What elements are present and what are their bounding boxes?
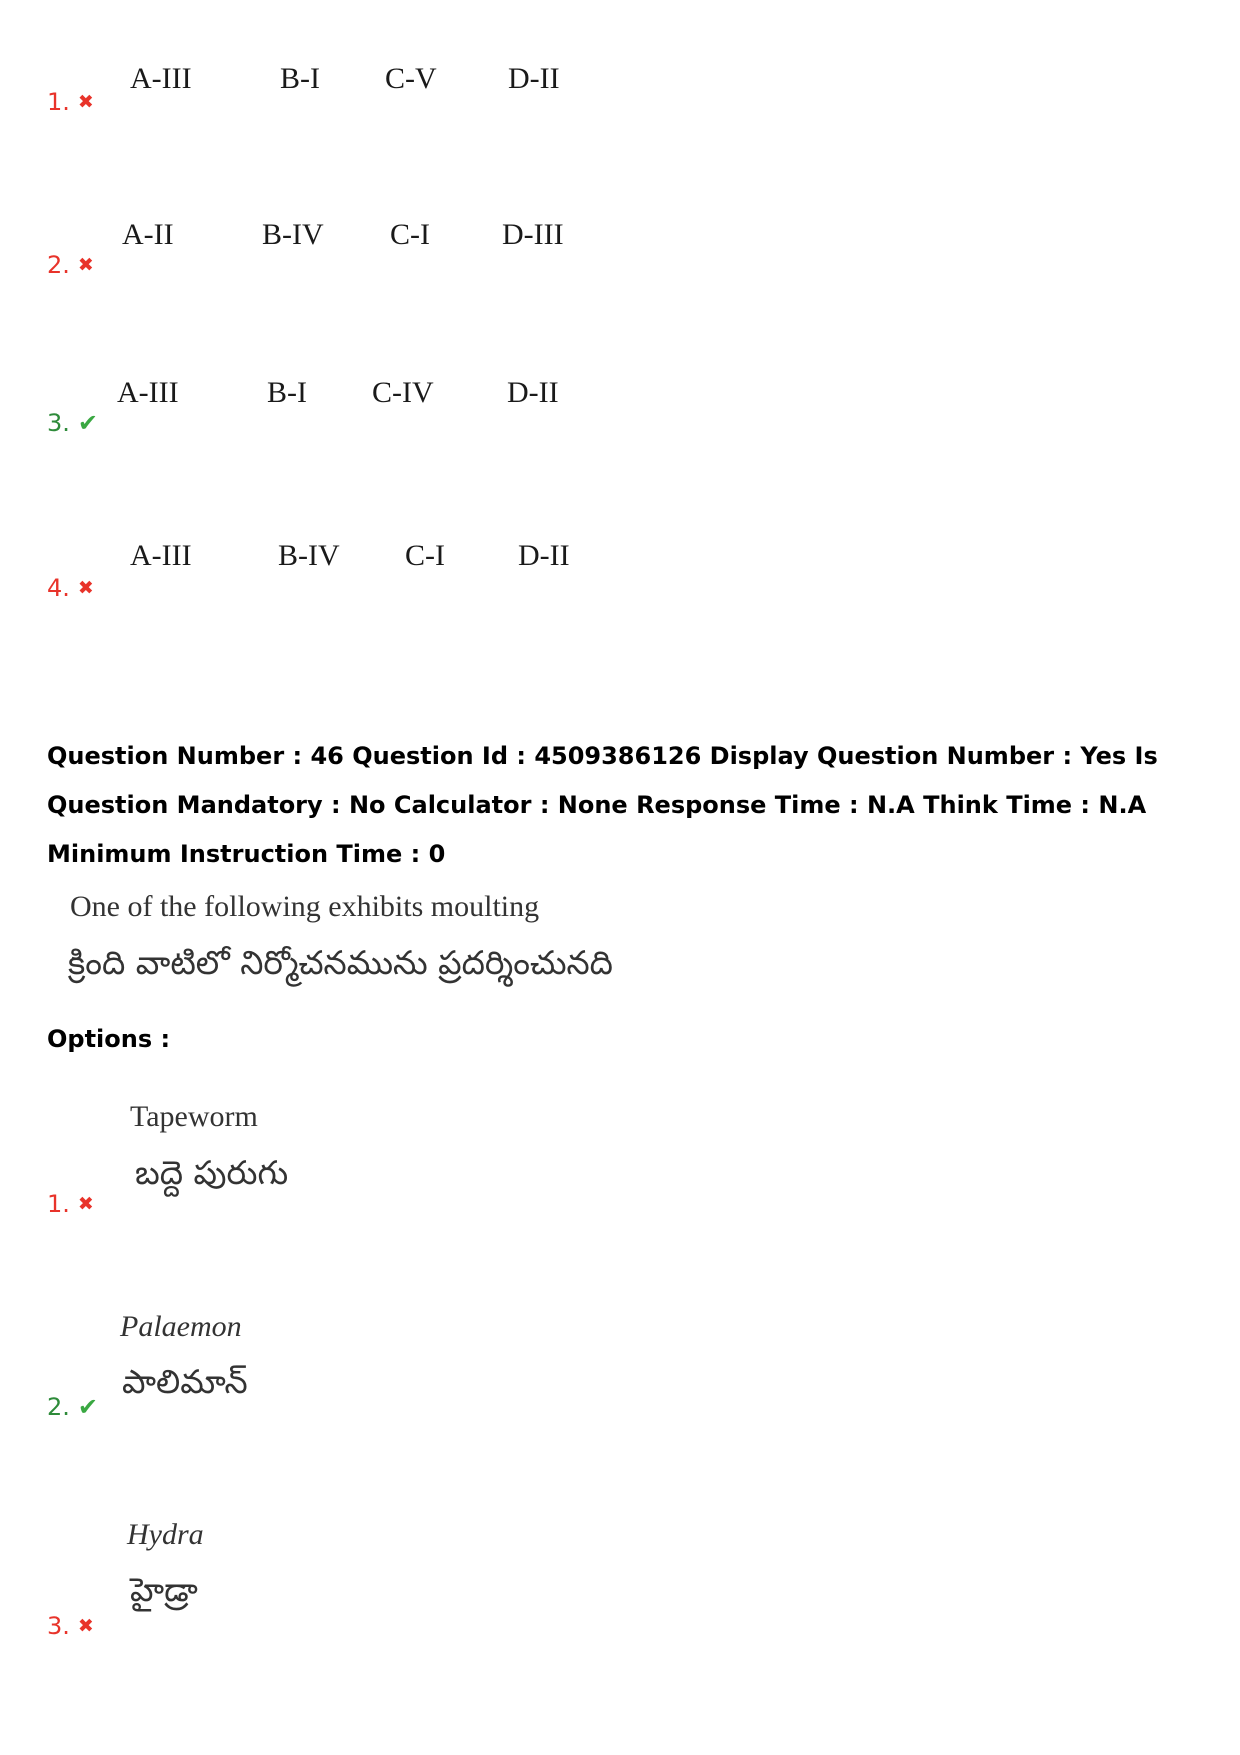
prev-option-3-pair-b: B-I [267,376,307,409]
prev-option-3-pair-a: A-III [117,376,179,409]
prev-option-4-pair-b: B-IV [278,539,340,572]
option-1-number: 1. ✖ [47,1190,94,1218]
option-3-number: 3. ✖ [47,1612,94,1640]
option-2-number: 2. ✔ [47,1393,99,1421]
cross-icon: ✖ [77,1193,94,1215]
question-meta: Question Number : 46 Question Id : 4509386126 Display Question Number : Yes Is Question Mandatory : No Calculator : None Response Time : N.A Think Time : N.A Minimum Instruction Time : 0 [47,742,1158,868]
option-2-telugu: పాలిమాన్ [122,1362,248,1401]
prev-option-1-number: 1. ✖ [47,88,94,116]
cross-icon: ✖ [77,254,94,276]
prev-option-2-pair-a: A-II [122,218,174,251]
prev-option-3-pair-c: C-IV [372,376,434,409]
question-text-english: One of the following exhibits moulting [70,890,540,923]
option-1-telugu: బద్దె పురుగు [135,1153,289,1192]
prev-option-2-pair-c: C-I [390,218,430,251]
prev-option-2-number: 2. ✖ [47,251,94,279]
prev-option-2-pair-b: B-IV [262,218,324,251]
option-2-english: Palaemon [120,1310,242,1343]
question-text-telugu: క్రింది వాటిలో నిర్మోచనమును ప్రదర్శించునది [68,943,613,982]
check-icon: ✔ [77,1393,99,1421]
prev-option-1-pair-c: C-V [385,62,437,95]
prev-option-3-pair-d: D-II [507,376,559,409]
prev-option-4-pair-c: C-I [405,539,445,572]
option-1-english: Tapeworm [130,1100,258,1133]
prev-option-4-pair-a: A-III [130,539,192,572]
prev-option-4-number: 4. ✖ [47,574,94,602]
check-icon: ✔ [77,409,99,437]
cross-icon: ✖ [77,91,94,113]
prev-option-1-pair-b: B-I [280,62,320,95]
cross-icon: ✖ [77,1615,94,1637]
prev-option-1-pair-a: A-III [130,62,192,95]
options-label: Options : [47,1025,171,1053]
prev-option-3-number: 3. ✔ [47,409,99,437]
prev-option-4-pair-d: D-II [518,539,570,572]
option-3-english: Hydra [127,1518,204,1551]
prev-option-1-pair-d: D-II [508,62,560,95]
prev-option-2-pair-d: D-III [502,218,564,251]
cross-icon: ✖ [77,577,94,599]
option-3-telugu: హైడ్రా [130,1570,198,1609]
